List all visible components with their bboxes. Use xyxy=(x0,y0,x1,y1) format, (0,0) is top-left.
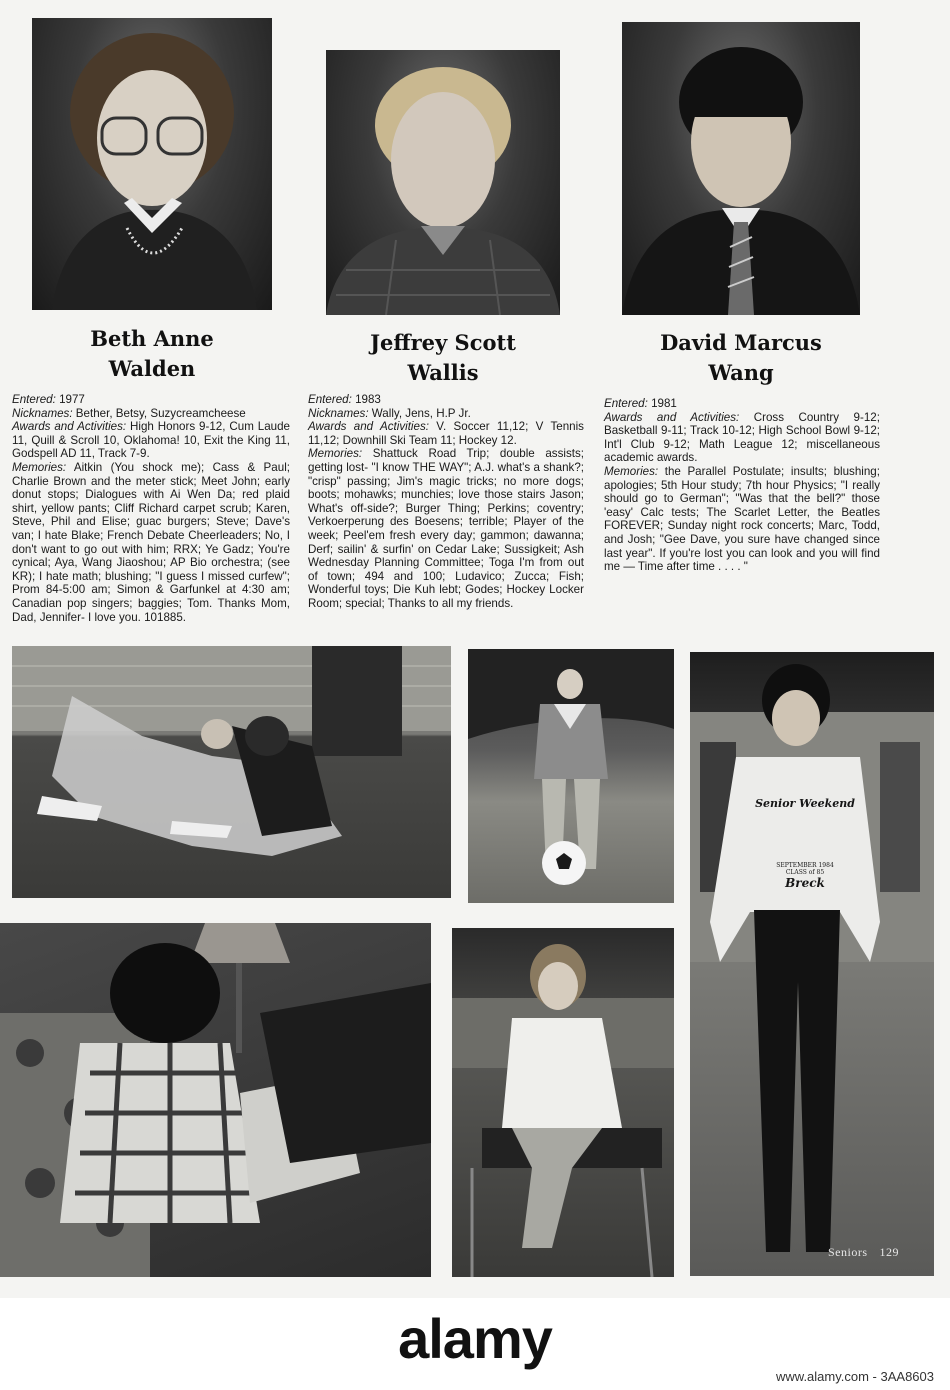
portrait-photo-icon xyxy=(32,18,272,310)
candid-photo-standing-icon xyxy=(690,652,934,1276)
candid-photo-typing-icon xyxy=(0,923,431,1277)
student-name-david xyxy=(622,328,860,388)
candid-photo-floor-icon xyxy=(12,646,451,898)
entered-value: 1981 xyxy=(651,397,677,410)
watermark-logo: alamy xyxy=(398,1307,552,1370)
entered-label: Entered: xyxy=(308,393,352,406)
entered-label: Entered: xyxy=(12,393,56,406)
name-line-first: David Marcus xyxy=(660,330,822,355)
sweatshirt-print xyxy=(750,797,860,890)
portrait-photo-jeffrey xyxy=(326,50,560,315)
section-label: Seniors xyxy=(828,1245,868,1259)
candid-photo-typing xyxy=(0,923,431,1277)
candid-photo-soccer-icon xyxy=(468,649,674,903)
sweatshirt-line-school: Breck xyxy=(785,876,825,890)
memories-value: Aitkin (You shock me); Cass & Paul; Charlie Brown and the meter stick; Meet John; early donut stops; Dialogues with Ai Wen Da; red plaid shirt, yellow pants; Cliff Richard carpet scrub; Karen, Steve, Phil and Elise; guac burgers; Steve; Dave's van; I hate Blake; French Debate Cheerleaders; No, I don't want to go out with him; RRX; Ye Gadz; You're cynical; Aya, Wang Jiaoshou; AP Bio orchestra; (see KR); I hate math; blushing; "I guess I missed curfew"; Prom 84-5:00 am; Simon & Garfunkel at 4:30 am; Canadian pop singers; baggies; Tom. Thanks Mom, Dad, Jennifer- I love you. 101885. xyxy=(12,460,290,624)
memories-value: Shattuck Road Trip; double assists; getting lost- "I know THE WAY"; A.J. what's a shank?; "crisp" passing; Jim's magic tricks; no more dogs; boots; mohawks; munchies; love those stairs Jason; What's off-side?; Burger Thing; Perkins; coventry; Verkoerperung des Boesens; terrible; Player of the week; Peel'em fresh every day; gammon; dawanna; Derf; sailin' & surfin' on Cedar Lake; Sussigkeit; Ash Wednesday Planning Committee; Toga I'm from out of town; 494 and 100; Ludavico; Zucca; Fish; Wonderful toys; Die Kuh lebt; Godes; Hockey Locker Room; special; Thanks to all my friends. xyxy=(308,447,584,610)
memories-label: Memories: xyxy=(604,464,659,478)
memories-label: Memories: xyxy=(12,460,67,474)
entered-label: Entered: xyxy=(604,397,648,410)
name-line-first: Beth Anne xyxy=(90,326,214,351)
name-line-last: Walden xyxy=(108,356,196,381)
portrait-photo-beth xyxy=(32,18,272,310)
sweatshirt-line-class: CLASS of 85 xyxy=(785,869,825,876)
student-bio-jeffrey xyxy=(308,393,584,611)
page-footer xyxy=(828,1245,899,1260)
awards-label: Awards and Activities: xyxy=(12,420,127,434)
student-name-beth xyxy=(32,324,272,384)
name-line-last: Wallis xyxy=(407,360,479,385)
awards-label: Awards and Activities: xyxy=(604,410,740,424)
name-line-last: Wang xyxy=(708,360,774,385)
portrait-photo-icon xyxy=(622,22,860,315)
candid-photo-floor xyxy=(12,646,451,898)
memories-label: Memories: xyxy=(308,447,363,461)
awards-value: High Honors 9-12, Cum Laude 11, Quill & Scroll 10, Oklahoma! 10, Exit the King 11, Godspell AD 11, Track 7-9. xyxy=(12,420,290,461)
page-number: 129 xyxy=(879,1245,899,1259)
portrait-photo-david xyxy=(622,22,860,315)
candid-photo-soccer xyxy=(468,649,674,903)
watermark-bar xyxy=(0,1298,950,1390)
entered-value: 1977 xyxy=(59,393,85,406)
memories-value: the Parallel Postulate; insults; blushing; apologies; 5th Hour study; 7th hour Physics; "I really should go to German"; "Was that the bell?" those 'easy' Calc tests; The Scarlet Letter, the Beatles FOREVER; Sunday night rock concerts; Marc, Todd, and Josh; "Gee Dave, you sure have changed since last year". If you're lost you can look and you will find me — Time after time . . . . " xyxy=(604,464,880,574)
sweatshirt-line-title: Senior Weekend xyxy=(755,797,855,810)
student-name-jeffrey xyxy=(326,328,560,388)
portrait-photo-icon xyxy=(326,50,560,315)
sweatshirt-line-date: SEPTEMBER 1984 xyxy=(776,862,834,869)
awards-value: V. Soccer 11,12; V Tennis 11,12; Downhill Ski Team 11; Hockey 12. xyxy=(308,420,584,447)
awards-label: Awards and Activities: xyxy=(308,420,429,434)
nicknames-value: Wally, Jens, H.P Jr. xyxy=(371,406,471,420)
candid-photo-seated xyxy=(452,928,674,1277)
entered-value: 1983 xyxy=(355,393,381,406)
candid-photo-standing xyxy=(690,652,934,1276)
watermark-url: www.alamy.com - 3AA8603 xyxy=(776,1369,934,1384)
nicknames-label: Nicknames: xyxy=(12,406,73,420)
candid-photo-seated-icon xyxy=(452,928,674,1277)
nicknames-value: Bether, Betsy, Suzycreamcheese xyxy=(75,406,246,420)
student-bio-beth xyxy=(12,393,290,624)
name-line-first: Jeffrey Scott xyxy=(370,330,516,355)
student-bio-david xyxy=(604,397,880,574)
nicknames-label: Nicknames: xyxy=(308,406,369,420)
awards-value: Cross Country 9-12; Basketball 9-11; Track 10-12; High School Bowl 9-12; Int'l Club 9-12; Math League 12; miscellaneous academic awards. xyxy=(604,410,880,465)
